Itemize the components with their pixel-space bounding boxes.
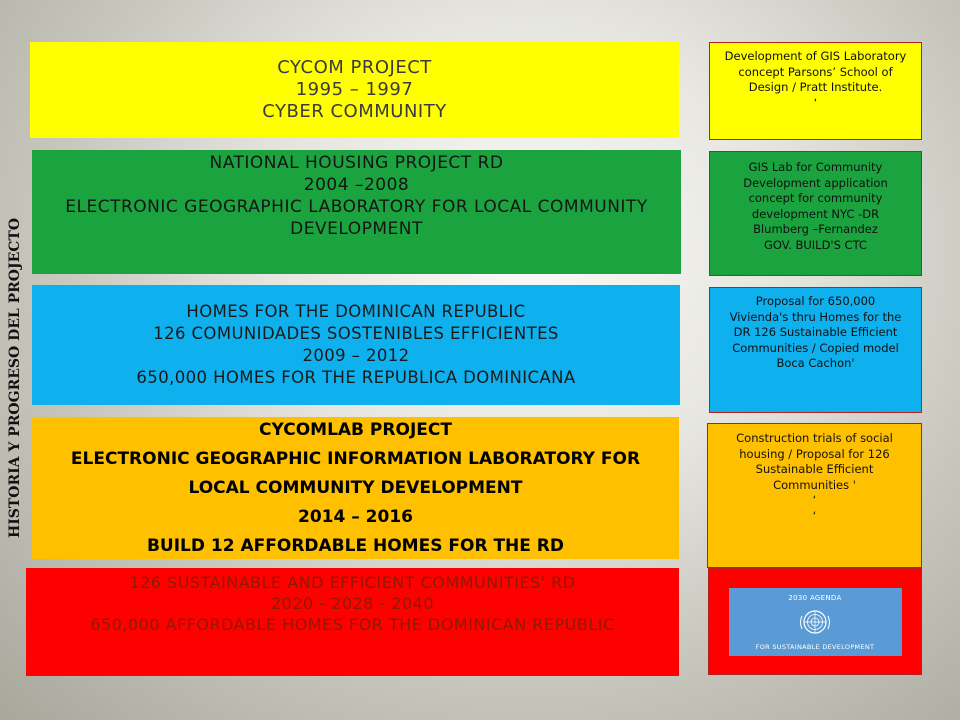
note-line: Communities / Copied model xyxy=(732,340,899,355)
side-title-text: HISTORIA Y PROGRESO DEL PROJECTO xyxy=(7,217,23,538)
band-line: BUILD 12 AFFORDABLE HOMES FOR THE RD xyxy=(146,535,565,556)
un-logo-top-text: 2030 AGENDA xyxy=(788,593,842,602)
note-line: Boca Cachon' xyxy=(776,356,855,370)
note-construction-trials xyxy=(707,423,922,568)
band-line: 126 SUSTAINABLE AND EFFICIENT COMMUNITIES' RD xyxy=(129,573,576,592)
note-gis-lab-community xyxy=(709,151,922,276)
band-line: 2014 – 2016 xyxy=(298,506,413,527)
note-line: Construction trials of social xyxy=(736,431,893,445)
band-line: CYCOM PROJECT xyxy=(277,57,432,78)
note-line: Communities ' xyxy=(773,477,856,492)
band-line: CYCOMLAB PROJECT xyxy=(259,419,452,440)
band-line: ELECTRONIC GEOGRAPHIC LABORATORY FOR LOCAL COMMUNITY xyxy=(65,197,648,217)
band-line: 2004 –2008 xyxy=(303,175,410,195)
band-line: HOMES FOR THE DOMINICAN REPUBLIC xyxy=(186,302,526,321)
note-line: concept Parsons’ School of xyxy=(738,64,893,79)
note-un-agenda xyxy=(708,568,922,675)
note-line: ‘ xyxy=(813,95,818,110)
un-emblem-icon xyxy=(798,607,832,637)
note-line: Proposal for 650,000 xyxy=(755,294,876,308)
band-cycomlab-project xyxy=(32,417,679,559)
band-line: CYBER COMMUNITY xyxy=(262,101,447,122)
note-line: Sustainable Efficient xyxy=(755,462,874,476)
note-line: ‘ xyxy=(812,493,817,507)
note-line: Development of GIS Laboratory xyxy=(724,49,907,63)
band-cycom-project xyxy=(30,42,679,138)
note-line: Development application xyxy=(743,175,888,190)
band-homes-dominican-republic xyxy=(32,285,680,405)
note-gis-laboratory xyxy=(709,42,922,140)
un-agenda-logo xyxy=(729,588,902,656)
note-proposal-650000 xyxy=(709,287,922,413)
band-line: 2020 - 2028 - 2040 xyxy=(270,594,435,613)
note-line: housing / Proposal for 126 xyxy=(739,446,890,461)
band-national-housing-project xyxy=(32,150,681,274)
note-line: GOV. BUILD'S CTC xyxy=(764,237,867,252)
band-line: ELECTRONIC GEOGRAPHIC INFORMATION LABORATORY FOR xyxy=(70,448,641,469)
note-line: DR 126 Sustainable Efficient xyxy=(733,325,898,339)
un-logo-bottom-text: FOR SUSTAINABLE DEVELOPMENT xyxy=(755,642,875,651)
note-line: Design / Pratt Institute. xyxy=(748,80,883,94)
band-line: 650,000 HOMES FOR THE REPUBLICA DOMINICANA xyxy=(136,368,576,387)
note-line: ‘ xyxy=(812,508,817,523)
note-line: Blumberg –Fernandez xyxy=(753,222,878,236)
side-title xyxy=(4,200,26,555)
band-line: DEVELOPMENT xyxy=(290,219,423,239)
note-line: Vivienda's thru Homes for the xyxy=(729,309,902,324)
band-sustainable-communities xyxy=(26,568,679,676)
band-line: LOCAL COMMUNITY DEVELOPMENT xyxy=(188,477,523,498)
band-line: 126 COMUNIDADES SOSTENIBLES EFFICIENTES xyxy=(153,324,559,343)
band-line: NATIONAL HOUSING PROJECT RD xyxy=(209,153,504,173)
note-line: GIS Lab for Community xyxy=(748,160,883,174)
band-line: 1995 – 1997 xyxy=(295,79,414,100)
note-line: concept for community xyxy=(748,191,883,205)
note-line: development NYC -DR xyxy=(751,206,880,221)
band-line: 650,000 AFFORDABLE HOMES FOR THE DOMINICAN REPUBLIC xyxy=(90,615,615,634)
band-line: 2009 – 2012 xyxy=(302,346,410,365)
